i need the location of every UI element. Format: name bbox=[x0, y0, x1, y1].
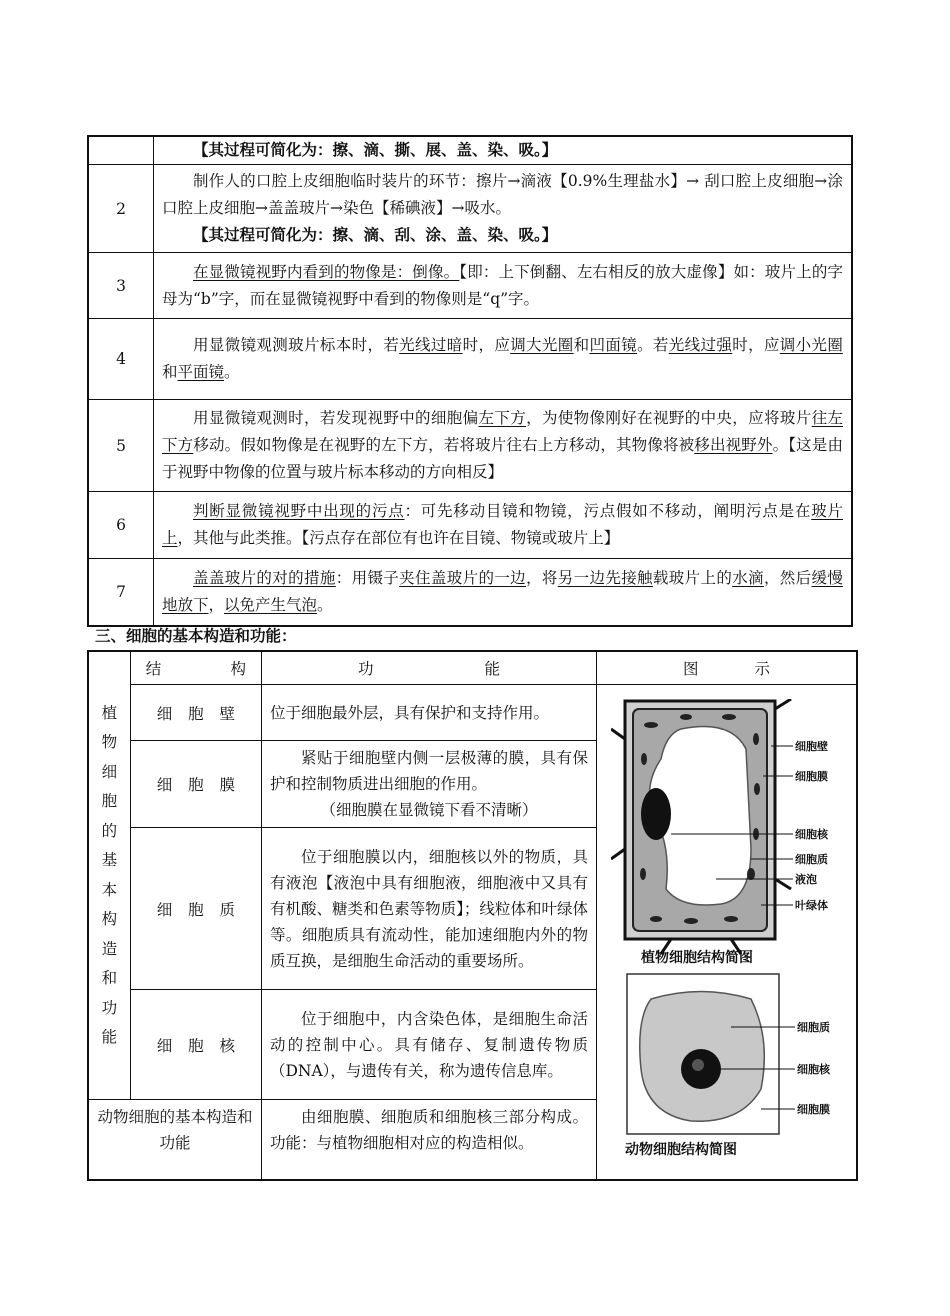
membrane-note: （细胞膜在显微镜下看不清晰） bbox=[320, 801, 538, 819]
function-cell-membrane: 紧贴于细胞壁内侧一层极薄的膜，具有保护和控制物质进出细胞的作用。 （细胞膜在显微镜下看不清晰） bbox=[262, 741, 597, 828]
row-3-text: 在显微镜视野内看到的物像是：倒像。【即：上下倒翻、左右相反的放大虚像】如：玻片上的字母为“b”字，而在显微镜视野中看到的物像则是“q”字。 bbox=[154, 253, 853, 319]
svg-text:细胞核: 细胞核 bbox=[797, 1063, 830, 1076]
structure-cytoplasm: 细 胞 质 bbox=[130, 828, 261, 990]
plant-cell-diagram bbox=[611, 699, 829, 966]
row-7-text: 盖盖玻片的对的措施：用镊子夹住盖玻片的一边，将另一边先接触载玻片上的水滴，然后缓慢地放下，以免产生气泡。 bbox=[154, 559, 853, 626]
cell-structure-table bbox=[87, 650, 858, 1181]
svg-text:细胞质: 细胞质 bbox=[795, 853, 828, 866]
structure-nucleus: 细 胞 核 bbox=[130, 990, 261, 1100]
section-title: 三、细胞的基本构造和功能： bbox=[95, 627, 297, 645]
row-4-text: 用显微镜观测玻片标本时，若光线过暗时，应调大光圈和凹面镜。若光线过强时，应调小光圈和平面镜。 bbox=[154, 319, 853, 400]
svg-text:细胞壁: 细胞壁 bbox=[795, 740, 828, 753]
plant-label-char: 胞 bbox=[101, 792, 118, 810]
header-function: 功 能 bbox=[262, 651, 597, 685]
function-cytoplasm: 位于细胞膜以内，细胞核以外的物质，具有液泡【液泡中具有细胞液，细胞液中又具有有机酸、糖类和色素等物质】；线粒体和叶绿体等。细胞质具有流动性，能加速细胞内外的物质互换，是细胞生命活动的重要场所。 bbox=[262, 828, 597, 990]
row-number bbox=[88, 136, 154, 165]
cheek-slide-steps: 制作人的口腔上皮细胞临时装片的环节：擦片→滴液【0.9%生理盐水】→ 刮口腔上皮细胞→涂口腔上皮细胞→盖盖玻片→染色【稀碘液】→吸水。 bbox=[162, 172, 843, 217]
row-2-text bbox=[154, 165, 853, 253]
cell-diagrams bbox=[597, 685, 858, 1180]
plant-label-char: 能 bbox=[101, 1028, 118, 1046]
row-1-text bbox=[154, 136, 853, 165]
cell-diagrams-svg bbox=[611, 699, 856, 1169]
plant-label-char: 细 bbox=[101, 762, 118, 781]
plant-label-char: 造 bbox=[101, 939, 118, 958]
header-structure: 结 构 bbox=[130, 651, 261, 685]
structure-cell-membrane: 细 胞 膜 bbox=[130, 741, 261, 828]
plant-label-char: 植 bbox=[101, 703, 118, 722]
row-6-text: 判断显微镜视野中出现的污点：可先移动目镜和物镜，污点假如不移动，阐明污点是在玻片上，其他与此类推。【污点存在部位有也许在目镜、物镜或玻片上】 bbox=[154, 492, 853, 559]
animal-cell-label: 动物细胞的基本构造和功能 bbox=[88, 1100, 262, 1180]
function-cell-wall: 位于细胞最外层，具有保护和支持作用。 bbox=[262, 685, 597, 741]
plant-label-char: 基 bbox=[101, 851, 118, 869]
function-nucleus: 位于细胞中，内含染色体，是细胞生命活动的控制中心。具有储存、复制遗传物质（DNA），与遗传有关，称为遗传信息库。 bbox=[262, 990, 597, 1100]
row-number: 7 bbox=[88, 559, 154, 626]
svg-text:动物细胞结构简图: 动物细胞结构简图 bbox=[625, 1142, 737, 1158]
plant-cell-label bbox=[88, 651, 130, 1100]
function-animal-cell: 由细胞膜、细胞质和细胞核三部分构成。功能：与植物细胞相对应的构造相似。 bbox=[262, 1100, 597, 1180]
nucleus-shape bbox=[641, 788, 671, 840]
plant-label-char: 功 bbox=[101, 998, 118, 1017]
svg-text:植物细胞结构简图: 植物细胞结构简图 bbox=[641, 950, 753, 966]
microscope-notes-table bbox=[87, 135, 853, 627]
row-number: 2 bbox=[88, 165, 154, 253]
header-diagram: 图 示 bbox=[597, 651, 858, 685]
svg-text:细胞质: 细胞质 bbox=[797, 1021, 830, 1034]
svg-text:液泡: 液泡 bbox=[795, 873, 817, 886]
plant-label-char: 和 bbox=[101, 969, 118, 987]
svg-text:细胞膜: 细胞膜 bbox=[797, 1103, 830, 1116]
plant-label-char: 构 bbox=[101, 910, 118, 928]
svg-text:叶绿体: 叶绿体 bbox=[795, 899, 828, 912]
plant-label-char: 的 bbox=[101, 821, 118, 840]
process-summary: 【其过程可简化为：擦、滴、撕、展、盖、染、吸。】 bbox=[193, 141, 558, 159]
row-number: 4 bbox=[88, 319, 154, 400]
row-number: 5 bbox=[88, 400, 154, 492]
plant-label-char: 本 bbox=[101, 880, 118, 899]
row-5-text: 用显微镜观测时，若发现视野中的细胞偏左下方，为使物像刚好在视野的中央，应将玻片往左下方移动。假如物像是在视野的左下方，若将玻片往右上方移动，其物像将被移出视野外。【这是由于视野中物像的位置与玻片标本移动的方向相反】 bbox=[154, 400, 853, 492]
svg-text:细胞核: 细胞核 bbox=[795, 828, 828, 841]
plant-label-char: 物 bbox=[101, 733, 118, 751]
animal-cell-diagram bbox=[625, 974, 831, 1158]
inverted-image-note: 在显微镜视野内看到的物像是：倒像。 bbox=[193, 262, 460, 281]
svg-text:细胞膜: 细胞膜 bbox=[795, 770, 828, 783]
process-summary: 【其过程可简化为：擦、滴、刮、涂、盖、染、吸。】 bbox=[193, 226, 558, 244]
row-number: 6 bbox=[88, 492, 154, 559]
structure-cell-wall: 细 胞 壁 bbox=[130, 685, 261, 741]
row-number: 3 bbox=[88, 253, 154, 319]
